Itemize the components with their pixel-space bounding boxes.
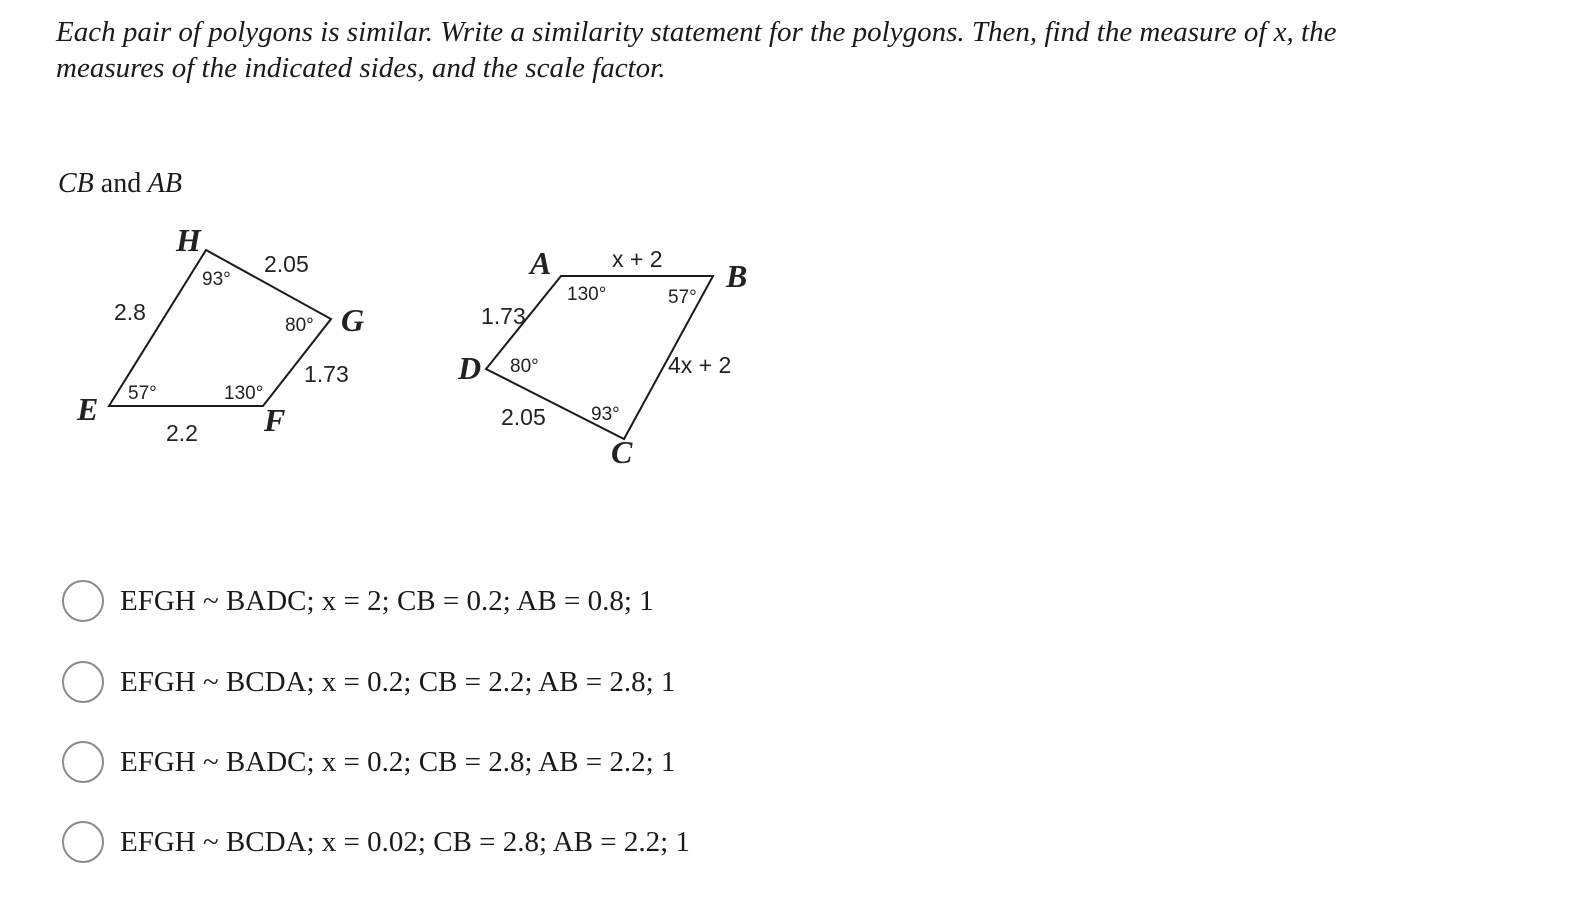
angle-label-b: 57° [668,287,697,308]
angle-label-a: 130° [567,284,607,305]
radio-button-icon[interactable] [62,580,104,622]
side-label-bc: 4x + 2 [668,352,732,378]
prompt-side-1: CB [58,168,94,199]
similar-polygons-figure [0,0,800,480]
side-label-hg: 2.05 [264,251,309,277]
prompt-connector: and [100,168,142,199]
vertex-label-a: A [530,245,552,281]
answer-option-label[interactable]: EFGH ~ BADC; x = 0.2; CB = 2.8; AB = 2.2; 1 [120,745,676,778]
instructions-line-2: measures of the indicated sides, and the scale factor. [56,52,666,84]
radio-button-icon[interactable] [62,741,104,783]
angle-label-e: 57° [128,383,157,404]
vertex-label-c: C [611,434,633,470]
side-label-eh: 2.8 [114,299,146,325]
vertex-label-g: G [341,302,365,338]
radio-button-icon[interactable] [62,821,104,863]
vertex-label-b: B [726,258,748,294]
answer-option-label[interactable]: EFGH ~ BCDA; x = 0.2; CB = 2.2; AB = 2.8; 1 [120,665,676,698]
side-label-da: 1.73 [481,303,526,329]
vertex-label-f: F [264,402,286,438]
side-label-dc: 2.05 [501,404,546,430]
side-label-ab: x + 2 [612,246,663,272]
answer-option-label[interactable]: EFGH ~ BCDA; x = 0.02; CB = 2.8; AB = 2.2; 1 [120,825,690,858]
angle-label-h: 93° [202,269,231,290]
angle-label-c: 93° [591,404,620,425]
answer-option-3[interactable] [62,737,782,787]
side-label-gf: 1.73 [304,361,349,387]
side-label-ef: 2.2 [166,420,198,446]
vertex-label-d: D [458,350,482,386]
answer-option-4[interactable] [62,817,782,867]
answer-option-label[interactable]: EFGH ~ BADC; x = 2; CB = 0.2; AB = 0.8; 1 [120,584,654,617]
angle-label-d: 80° [510,356,539,377]
radio-button-icon[interactable] [62,661,104,703]
instructions-line-1: Each pair of polygons is similar. Write a similarity statement for the polygons. Then, find the measure of x, the [56,16,1337,48]
prompt-side-2: AB [147,168,182,199]
angle-label-f: 130° [224,383,264,404]
vertex-label-h: H [176,222,201,258]
vertex-label-e: E [77,391,99,427]
answer-option-2[interactable] [62,657,782,707]
angle-label-g: 80° [285,315,314,336]
answer-option-1[interactable] [62,576,782,626]
